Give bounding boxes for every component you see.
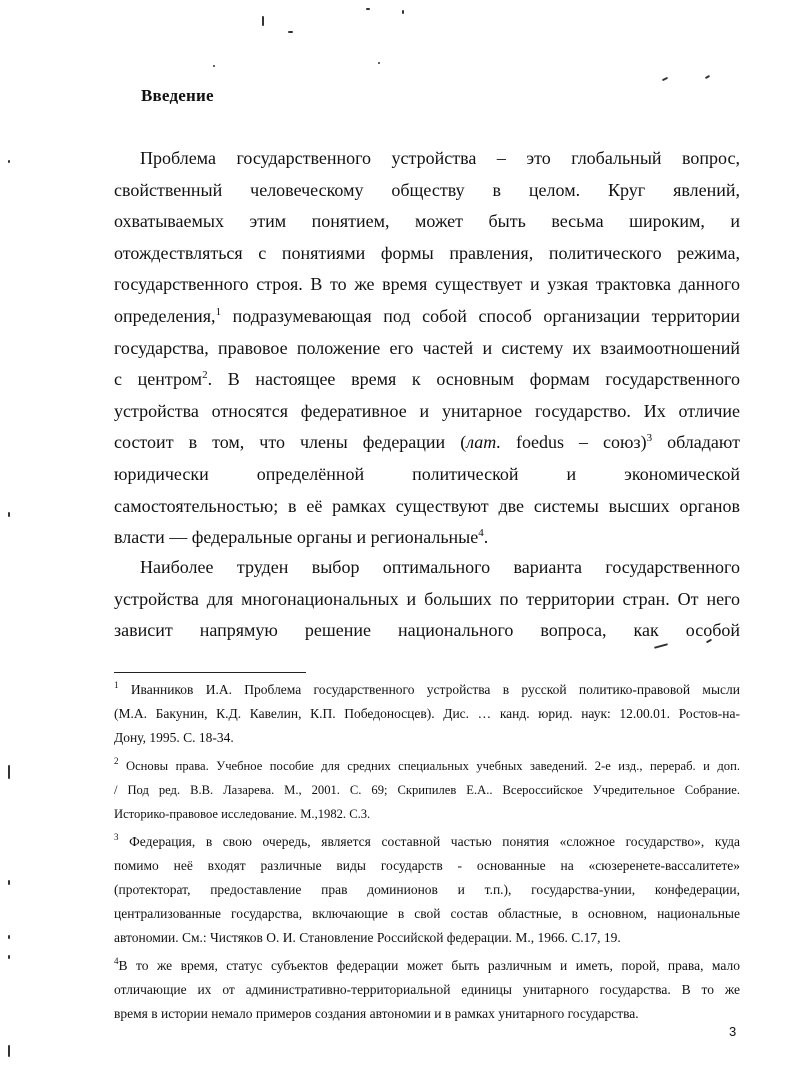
scan-speck <box>662 77 668 81</box>
scan-speck <box>8 512 10 517</box>
text-fragment: определения, <box>114 305 216 326</box>
footnote-marker: 1 <box>114 680 119 690</box>
footnote <box>114 830 740 950</box>
text-fragment: с центром <box>114 369 203 390</box>
scan-speck <box>8 1045 10 1057</box>
scan-speck <box>8 765 10 779</box>
footnote-line <box>114 830 740 854</box>
footnote-text: Федерация, в свою очередь, является составной частью понятия «сложное государство», куда <box>129 834 740 849</box>
scan-speck <box>213 65 215 67</box>
footnote-line: помимо неё входят различные виды государств - основанные на «сюзеренете-вассалитете» <box>114 858 740 873</box>
footnote-ref: 1 <box>215 305 222 318</box>
text-fragment: . <box>483 527 489 548</box>
page-number: 3 <box>729 1024 737 1039</box>
text-line <box>114 522 740 554</box>
footnote-line <box>114 754 740 778</box>
scan-speck <box>262 16 264 26</box>
text-line: отождествляться с понятиями формы правления, политического режима, <box>114 242 740 263</box>
text-line <box>114 364 740 396</box>
body-paragraph <box>114 552 740 647</box>
scan-speck <box>402 10 404 14</box>
footnote-ref: 3 <box>646 432 653 445</box>
text-line: государства, правовое положение его частей и систему их взаимоотношений <box>114 337 740 358</box>
scan-speck <box>366 8 370 10</box>
footnote-text: Основы права. Учебное пособие для средних специальных учебных заведений. 2-е изд., перераб. и доп. <box>126 759 740 773</box>
text-fragment-italic: лат. <box>466 432 501 453</box>
footnote-line: автономии. См.: Чистяков О. И. Становление Российской федерации. М., 1966. С.17, 19. <box>114 930 621 945</box>
section-heading: Введение <box>141 86 214 105</box>
scan-speck <box>705 75 710 79</box>
footnote-marker: 4 <box>114 956 119 966</box>
footnote <box>114 678 740 750</box>
scan-speck <box>8 880 10 885</box>
footnote-line: Дону, 1995. С. 18-34. <box>114 730 234 745</box>
text-line: государственного строя. В то же время существует и узкая трактовка данного <box>114 274 740 295</box>
scan-speck <box>8 160 10 163</box>
scan-speck <box>8 955 10 959</box>
text-line: свойственный человеческому обществу в целом. Круг явлений, <box>114 179 740 200</box>
text-line: Проблема государственного устройства – это глобальный вопрос, <box>140 148 740 168</box>
text-line: юридически определённой политической и экономической <box>114 463 740 484</box>
scan-speck <box>8 935 10 939</box>
footnote-ref: 4 <box>478 527 484 540</box>
text-fragment: подразумевающая под собой способ организации территории <box>221 305 740 326</box>
footnote <box>114 954 740 1026</box>
text-line <box>114 301 740 333</box>
footnote-line: Историко-правовое исследование. М.,1982. С.3. <box>114 807 371 821</box>
text-line: устройства относятся федеративное и унитарное государство. Их отличие <box>114 400 740 421</box>
footnote-line: время в истории немало примеров создания автономии и в рамках унитарного государства. <box>114 1006 639 1021</box>
text-fragment: обладают <box>652 432 740 453</box>
text-line <box>114 427 740 459</box>
scan-speck <box>288 31 293 33</box>
text-line: охватываемых этим понятием, может быть весьма широким, и <box>114 211 740 232</box>
text-line: самостоятельностью; в её рамках существуют две системы высших органов <box>114 495 740 516</box>
footnote-marker: 3 <box>114 832 119 842</box>
scan-speck <box>378 62 380 64</box>
footnote-text: В то же время, статус субъектов федерации может быть различным и иметь, порой, права, мало <box>118 958 740 973</box>
footnote-separator <box>114 672 306 673</box>
footnote-line <box>114 954 740 978</box>
text-line: Наиболее труден выбор оптимального варианта государственного <box>140 557 740 577</box>
footnote-line: (М.А. Бакунин, К.Д. Кавелин, К.П. Победоносцев). Дис. … канд. юрид. наук: 12.00.01. Ростов-на- <box>114 706 740 721</box>
body-paragraph <box>114 143 740 554</box>
footnote-line: / Под ред. В.В. Лазарева. М., 2001. С. 69; Скрипилев Е.А.. Всероссийское Учредительное Собрание. <box>114 783 740 797</box>
text-line: зависит напрямую решение национального вопроса, как особой <box>114 620 740 641</box>
footnote-line <box>114 678 740 702</box>
footnotes-section <box>114 678 740 1030</box>
footnote-line: отличающие их от административно-территориальной единицы унитарного государства. В то же <box>114 982 740 997</box>
text-fragment: состоит в том, что члены федерации ( <box>114 432 467 453</box>
text-fragment: foedus – союз) <box>501 432 647 453</box>
text-line: устройства для многонациональных и больших по территории стран. От него <box>114 588 740 609</box>
footnote-line: централизованные государства, включающие в свой состав областные, в основном, национальные <box>114 906 740 921</box>
footnote <box>114 754 740 826</box>
text-fragment: власти — федеральные органы и региональные <box>114 527 479 548</box>
footnote-text: Иванников И.А. Проблема государственного устройства в русской политико-правовой мысли <box>130 682 740 697</box>
footnote-marker: 2 <box>114 756 119 766</box>
footnote-line: (протекторат, предоставление прав доминионов и т.п.), государства-унии, конфедерации, <box>114 882 740 897</box>
footnote-ref: 2 <box>202 369 208 382</box>
text-fragment: . В настоящее время к основным формам государственного <box>207 369 740 390</box>
